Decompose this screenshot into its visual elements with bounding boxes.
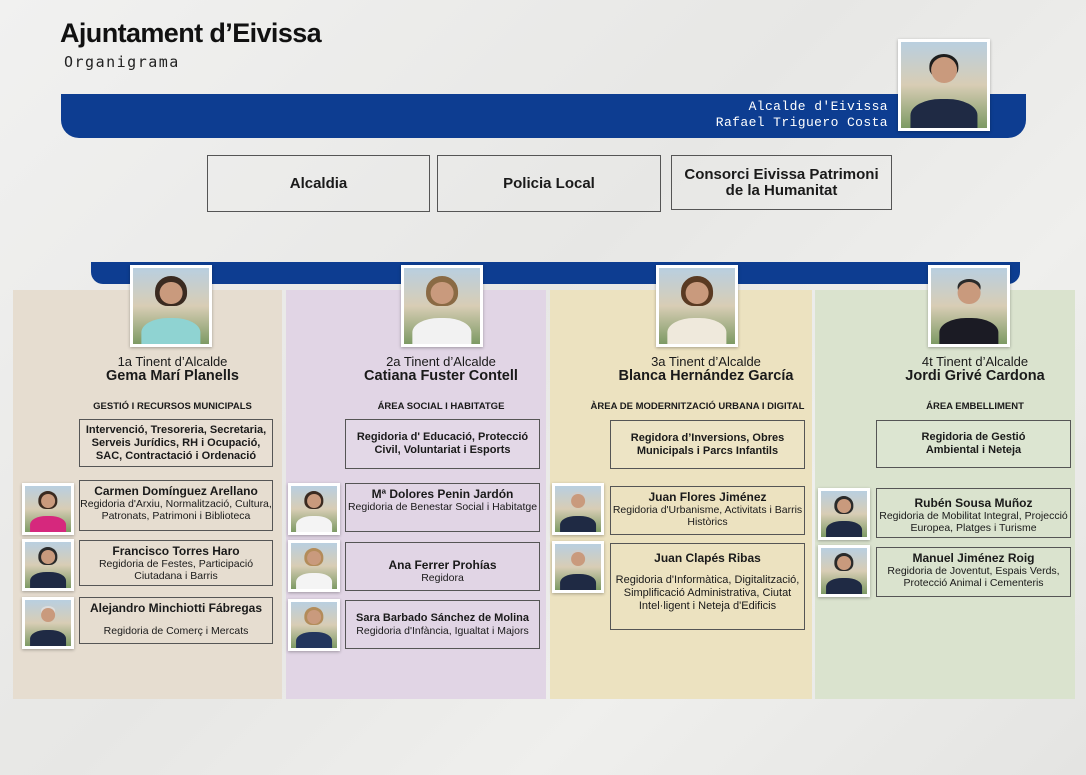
member-desc: Regidoria d'Arxiu, Normalització, Cultura, Patronats, Patrimoni i Biblioteca	[80, 498, 272, 522]
member-desc: Regidoria d'Informàtica, Digitalització, Simplificació Administrativa, Ciutat Intel·ligent i Neteja d'Edificis	[615, 574, 800, 612]
area-2: ÁREA SOCIAL I HABITATGE	[377, 401, 505, 412]
member-box	[610, 543, 805, 630]
mayor-label	[716, 99, 888, 131]
member-name: Alejandro Minchiotti Fábregas	[89, 601, 263, 615]
member-box	[876, 488, 1071, 538]
member-desc: Regidoria de Joventut, Espais Verds, Protecció Animal i Cementeris	[887, 565, 1060, 589]
responsibilities-3-text: Regidora d’Inversions, Obres Municipals i Parcs Infantils	[630, 431, 785, 457]
lead-photo-2	[401, 265, 483, 347]
page-title: Ajuntament d’Eivissa	[60, 18, 322, 48]
alcaldia-label: Alcaldia	[289, 174, 348, 192]
name-1: Gema Marí Planells	[106, 368, 239, 384]
member-desc: Regidoria de Mobilitat Integral, Projecció Europea, Platges i Turisme	[879, 510, 1068, 534]
member-box	[345, 542, 540, 591]
lead-photo-1	[130, 265, 212, 347]
member-photo	[22, 597, 74, 649]
member-name: Carmen Domínguez Arellano	[94, 484, 258, 498]
area-1: GESTIÓ I RECURSOS MUNICIPALS	[93, 401, 252, 412]
responsibilities-3	[610, 420, 805, 469]
name-2: Catiana Fuster Contell	[364, 368, 518, 384]
page-subtitle: Organigrama	[64, 53, 180, 71]
member-name: Juan Clapés Ribas	[654, 551, 761, 565]
role-4: 4t Tinent d’Alcalde	[921, 354, 1029, 369]
member-desc: Regidoria d'Urbanisme, Activitats i Barris Històrics	[612, 504, 803, 528]
member-name: Mª Dolores Penin Jardón	[371, 487, 514, 501]
member-name: Ana Ferrer Prohías	[388, 558, 497, 572]
member-box	[610, 486, 805, 535]
member-box	[79, 480, 273, 531]
mayor-name: Rafael Triguero Costa	[715, 115, 888, 130]
area-4: ÁREA EMBELLIMENT	[926, 401, 1024, 412]
member-box	[876, 547, 1071, 597]
policia-local-box	[437, 155, 661, 212]
responsibilities-1-text: Intervenció, Tresoreria, Secretaria, Serveis Jurídics, RH i Ocupació, SAC, Contractació i Ordenació	[85, 423, 267, 462]
responsibilities-4-text: Regidoria de Gestió Ambiental i Neteja	[921, 431, 1026, 456]
area-3: ÀREA DE MODERNITZACIÓ URBANA I DIGITAL	[590, 401, 805, 412]
member-name: Sara Barbado Sánchez de Molina	[356, 612, 529, 624]
lead-photo-3	[656, 265, 738, 347]
member-name: Francisco Torres Haro	[112, 544, 240, 558]
role-1: 1a Tinent d’Alcalde	[117, 354, 228, 369]
member-photo	[818, 545, 870, 597]
member-box	[79, 597, 273, 644]
member-box	[79, 540, 273, 586]
name-4: Jordi Grivé Cardona	[905, 368, 1045, 384]
responsibilities-4	[876, 420, 1071, 468]
name-3: Blanca Hernández García	[618, 368, 794, 384]
member-photo	[552, 483, 604, 535]
member-desc: Regidoria d'Infància, Igualtat i Majors	[356, 625, 529, 637]
member-name: Manuel Jiménez Roig	[912, 551, 1035, 565]
member-photo	[552, 541, 604, 593]
mayor-photo	[898, 39, 990, 131]
member-photo	[22, 539, 74, 591]
member-photo	[288, 483, 340, 535]
responsibilities-2-text: Regidoria d' Educació, Protecció Civil, Voluntariat i Esports	[356, 431, 529, 456]
member-photo	[818, 488, 870, 540]
policia-local-label: Policia Local	[503, 174, 595, 192]
consorci-label: Consorci Eivissa Patrimoni de la Humanitat	[684, 165, 879, 199]
member-name: Rubén Sousa Muñoz	[914, 496, 1033, 510]
member-desc: Regidoria de Festes, Participació Ciutadana i Barris	[98, 558, 254, 582]
alcaldia-box	[207, 155, 430, 212]
member-name: Juan Flores Jiménez	[648, 490, 767, 504]
member-photo	[22, 483, 74, 535]
member-desc: Regidora	[421, 572, 464, 584]
member-box	[345, 600, 540, 649]
role-3: 3a Tinent d’Alcalde	[651, 354, 761, 369]
member-box	[345, 483, 540, 532]
mayor-role: Alcalde d'Eivissa	[748, 99, 888, 114]
role-2: 2a Tinent d’Alcalde	[386, 354, 496, 369]
deputies-banner	[91, 262, 1020, 284]
member-desc: Regidoria de Comerç i Mercats	[103, 625, 249, 637]
lead-photo-4	[928, 265, 1010, 347]
responsibilities-1	[79, 419, 273, 467]
member-desc: Regidoria de Benestar Social i Habitatge	[347, 501, 538, 513]
consorci-box	[671, 155, 892, 210]
member-photo	[288, 599, 340, 651]
member-photo	[288, 540, 340, 592]
responsibilities-2	[345, 419, 540, 469]
